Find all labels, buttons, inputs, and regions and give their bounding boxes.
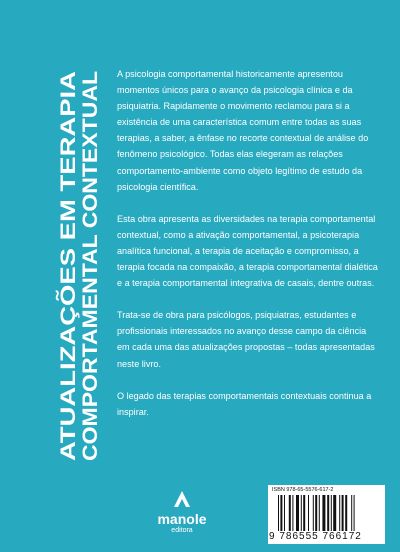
manole-logo-icon <box>170 490 194 510</box>
barcode-stripe <box>339 495 340 531</box>
isbn-label: ISBN 978-65-5576-617-2 <box>272 487 334 493</box>
barcode-stripe <box>319 495 320 531</box>
barcode-stripe <box>351 495 352 531</box>
barcode-stripe <box>280 495 282 531</box>
barcode-stripe <box>322 495 325 531</box>
barcode-stripe <box>289 495 291 531</box>
barcode-stripe <box>313 495 314 531</box>
barcode-stripe <box>342 495 344 531</box>
barcode-stripe <box>315 495 317 531</box>
publisher-name: manole <box>157 511 207 527</box>
barcode-bars <box>278 495 381 531</box>
book-title <box>56 70 100 462</box>
barcode-stripe <box>308 495 309 531</box>
barcode-stripe <box>303 495 305 531</box>
barcode <box>268 485 385 544</box>
barcode-stripe <box>301 495 302 531</box>
barcode-stripe <box>292 495 293 531</box>
paragraph-1: A psicologia comportamental historicamente apresentou momentos únicos para o avanço da psicologia clínica e da psiquiatria. Rapidamente o movimento reclamou para si a existência de uma característica comum entre todas as suas terapias, a saber, a ênfase no recorte contextual de análise do fenômeno psicológico. Todas elas elegeram as relações comportamento-ambiente como objeto legítimo de estudo da psicologia científica. <box>117 69 369 192</box>
barcode-number: 9 786555 766172 <box>269 531 362 542</box>
barcode-stripe <box>278 495 279 531</box>
back-cover-description <box>117 66 379 436</box>
barcode-stripe <box>354 495 355 531</box>
barcode-stripe <box>331 495 332 531</box>
barcode-stripe <box>284 495 285 531</box>
barcode-stripe <box>333 495 336 531</box>
barcode-stripe <box>327 495 329 531</box>
barcode-stripe <box>296 495 299 531</box>
book-title-line1: ATUALIZAÇÕES EM TERAPIA <box>57 162 80 461</box>
publisher-subtitle: editora <box>171 527 193 534</box>
paragraph-4: O legado das terapias comportamentais contextuais continua a inspirar. <box>117 390 372 417</box>
paragraph-3: Trata-se de obra para psicólogos, psiquiatras, estudantes e profissionais interessados no avanço desse campo da ciência em cada uma das atualizações propostas – todas apresentadas neste livro. <box>117 310 375 369</box>
publisher-logo <box>147 490 217 540</box>
paragraph-2: Esta obra apresenta as diversidades na terapia comportamental contextual, como a ativação comportamental, a psicoterapia analítica funcional, a terapia de aceitação e compromisso, a terapia focada na compaixão, a terapia comportamental dialética e a terapia comportamental integrativa de casais, dentre outras. <box>117 213 378 289</box>
book-title-line2: COMPORTAMENTAL CONTEXTUAL <box>79 105 102 461</box>
book-title-svg <box>56 70 100 462</box>
barcode-stripe <box>345 495 347 531</box>
